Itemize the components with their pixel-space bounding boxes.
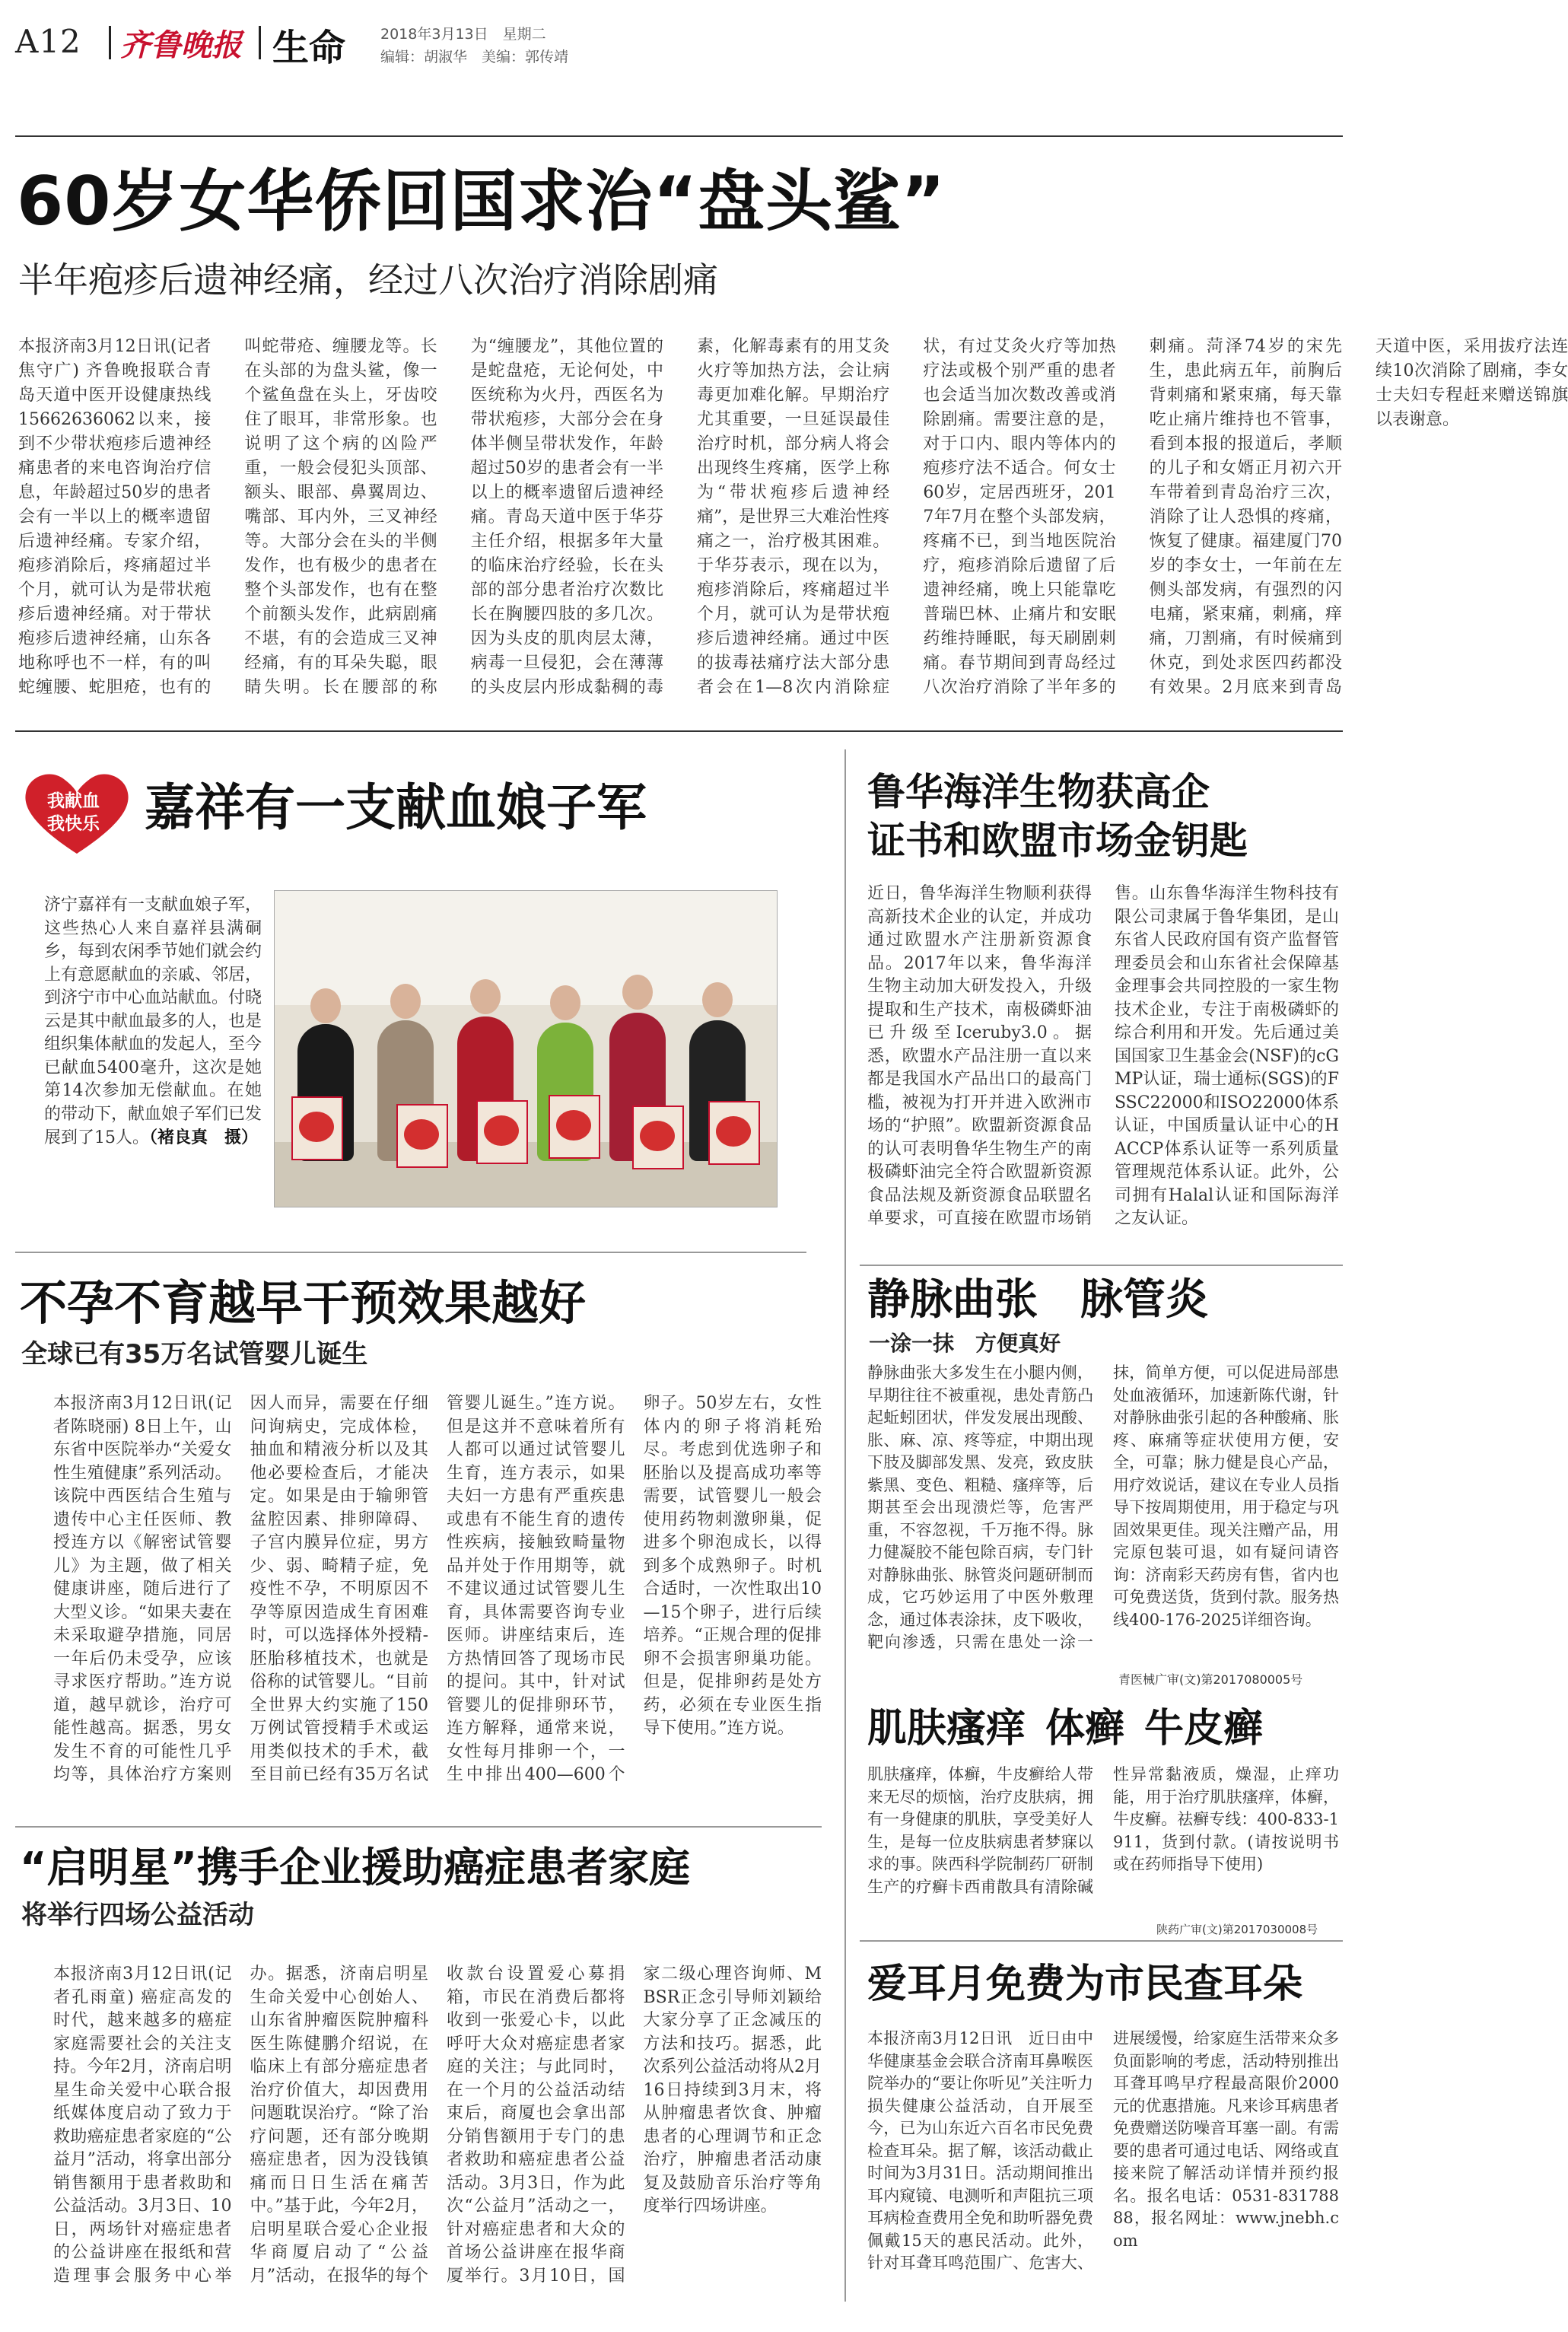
skin-ad-approval-no: 陕药广审(文)第2017030008号	[1156, 1923, 1318, 1936]
qiming-headline: “启明星”携手企业援助癌症患者家庭	[20, 1844, 690, 1891]
infertility-subhead: 全球已有35万名试管婴儿诞生	[21, 1339, 368, 1370]
person-head	[550, 985, 580, 1020]
infertility-headline: 不孕不育越早干预效果越好	[20, 1275, 587, 1331]
vein-ad-approval-no: 青医械广审(文)第2017080005号	[1118, 1672, 1303, 1687]
masthead-divider	[259, 26, 261, 59]
section-rule	[860, 1940, 1343, 1942]
ear-article-body: 本报济南3月12日讯 近日由中华健康基金会联合济南耳鼻喉医院举办的“要让你听见”关注听力损失健康公益活动，自开展至今，已为山东近六百名市民免费检查耳朵。据了解，该活动截止时间为3月31日。活动期间推出耳内窥镜、电测听和声阻抗三项耳病检查费用全免和助听器免费佩戴15天的惠民活动。此外，针对耳聋耳鸣范围广、危害大、进展缓慢，给家庭生活带来众多负面影响的考虑，活动特别推出耳聋耳鸣早疗程最高限价2000元的优惠措施。凡来诊耳病患者免费赠送防噪音耳塞一副。有需要的患者可通过电话、网络或直接来院了解活动详情并预约报名。报名电话：0531-83178888，报名网址：www.jnebh.com	[867, 2029, 1339, 2272]
blood-body-text: 济宁嘉祥有一支献血娘子军，这些热心人来自嘉祥县满硐乡，每到农闲季节她们就会约上有意愿献血的亲戚、邻居，到济宁市中心血站献血。付晓云是其中献血最多的人，也是组织集体献血的发起人，至今已献血5400毫升，这次是她第14次参加无偿献血。在她的带动下，献血娘子军们已发展到了15人。	[44, 896, 262, 1147]
ear-headline: 爱耳月免费为市民查耳朵	[867, 1961, 1303, 2007]
luhua-headline-line1: 鲁华海洋生物获高企	[867, 770, 1210, 814]
blood-article-body	[44, 894, 262, 1221]
gift-bag	[396, 1104, 448, 1168]
person-head	[470, 979, 501, 1014]
gift-bag	[632, 1106, 684, 1169]
gift-bag	[708, 1101, 760, 1165]
newspaper-logo: 齐鲁晚报	[120, 27, 242, 63]
vein-headline-part2: 脉管炎	[1080, 1275, 1208, 1325]
issue-date: 2018年3月13日 星期二	[380, 26, 546, 43]
gift-bag	[291, 1096, 343, 1160]
lead-article-body: 本报济南3月12日讯(记者焦守广) 齐鲁晚报联合青岛天道中医开设健康热线15662636062以来，接到不少带状疱疹后遗神经痛患者的来电咨询治疗信息，年龄超过50岁的患者会有一半以上的概率遗留后遗神经痛。专家介绍，疱疹消除后，疼痛超过半个月，就可认为是带状疱疹后遗神经痛。对于带状疱疹后遗神经痛，山东各地称呼也不一样，有的叫蛇缠腰、蛇胆疮，也有的叫蛇带疮、缠腰龙等。长在头部的为盘头鲨，像一个鲨鱼盘在头上，牙齿咬住了眼耳，非常形象。也说明了这个病的凶险严重，一般会侵犯头顶部、额头、眼部、鼻翼周边、嘴部、耳内外，三叉神经等。大部分会在头的半侧发作，也有极少的患者在整个头部发作，也有在整个前额头发作，此病剧痛不堪，有的会造成三叉神经痛，有的耳朵失聪，眼睛失明。长在腰部的称为“缠腰龙”，其他位置的是蛇盘疮，无论何处，中医统称为火丹，西医名为带状疱疹，大部分会在身体半侧呈带状发作，年龄超过50岁的患者会有一半以上的概率遗留后遗神经痛。青岛天道中医于华芬主任介绍，根据多年大量的临床治疗经验，长在头部的部分患者治疗次数比长在胸腰四肢的多几次。因为头皮的肌肉层太薄，病毒一旦侵犯，会在薄薄的头皮层内形成黏稠的毒素，化解毒素有的用艾灸火疗等加热方法，会让病毒更加难化解。早期治疗尤其重要，一旦延误最佳治疗时机，部分病人将会出现终生疼痛，医学上称为“带状疱疹后遗神经痛”，是世界三大难治性疼痛之一，治疗极其困难。于华芬表示，现在以为，疱疹消除后，疼痛超过半个月，就可认为是带状疱疹后遗神经痛。通过中医的拔毒祛痛疗法大部分患者会在1—8次内消除症状，有过艾灸火疗等加热疗法或极个别严重的患者也会适当加次数改善或消除剧痛。需要注意的是，对于口内、眼内等体内的疱疹疗法不适合。何女士60岁，定居西班牙，2017年7月在整个头部发病，疼痛不已，到当地医院治疗，疱疹消除后遗留了后遗神经痛，晚上只能靠吃普瑞巴林、止痛片和安眠药维持睡眠，每天刷剧刺痛。春节期间到青岛经过八次治疗消除了半年多的刺痛。菏泽74岁的宋先生，患此病五年，前胸后背刺痛和紧束痛，每天靠吃止痛片维持也不管事，看到本报的报道后，孝顺的儿子和女婿正月初六开车带着到青岛治疗三次，消除了让人恐惧的疼痛，恢复了健康。福建厦门70岁的李女士，一年前在左侧头部发病，有强烈的闪电痛，紧束痛，刺痛，痒痛，刀割痛，有时候痛到休克，到处求医四药都没有效果。2月底来到青岛天道中医，采用拔疗法连续10次消除了剧痛，李女士夫妇专程赶来赠送锦旗以表谢意。	[18, 337, 1568, 697]
column-divider	[844, 749, 846, 2302]
badge-line-2: 我快乐	[47, 814, 100, 834]
vein-headline	[867, 1274, 1208, 1326]
person-head	[702, 982, 733, 1017]
photo-wall	[275, 891, 777, 1005]
blood-donors-photo	[274, 890, 778, 1207]
badge-line-1: 我献血	[47, 791, 100, 811]
editor-credits: 编辑：胡淑华 美编：郭传靖	[380, 49, 569, 65]
gift-bag	[549, 1095, 600, 1159]
skin-headline-part1: 肌肤瘙痒	[867, 1706, 1026, 1751]
vein-headline-part1: 静脉曲张	[867, 1275, 1038, 1325]
section-title: 生命	[272, 27, 346, 69]
qiming-article-body: 本报济南3月12日讯(记者孔雨童) 癌症高发的时代，越来越多的癌症家庭需要社会的关注支持。今年2月，济南启明星生命关爱中心联合报纸媒体度启动了致力于救助癌症患者家庭的“公益月”活动，将拿出部分销售额用于患者救助和公益活动。3月3日、10日，两场针对癌症患者的公益讲座在报纸和营造理事会服务中心举办。据悉，济南启明星生命关爱中心创始人、山东省肿瘤医院肿瘤科医生陈健鹏介绍说，在临床上有部分癌症患者治疗价值大，却因费用问题耽误治疗。“除了治疗问题，还有部分晚期癌症患者，因为没钱镇痛而日日生活在痛苦中。”基于此，今年2月，启明星联合爱心企业报华商厦启动了“公益月”活动，在报华的每个收款台设置爱心募捐箱，市民在消费后都将收到一张爱心卡，以此呼吁大众对癌症患者家庭的关注；与此同时，在一个月的公益活动结束后，商厦也会拿出部分销售额用于专门的患者救助和癌症患者公益活动。3月3日，作为此次“公益月”活动之一，针对癌症患者和大众的首场公益讲座在报华商厦举行。3月10日，国家二级心理咨询师、MBSR正念引导师刘颖给大家分享了正念减压的方法和技巧。据悉，此次系列公益活动将从2月16日持续到3月末，将从肿瘤患者饮食、肿瘤患者的心理调节和正念治疗，肿瘤患者活动康复及鼓励音乐治疗等角度举行四场讲座。	[53, 1965, 822, 2286]
lead-headline: 60岁女华侨回国求治“盘头鲨”	[17, 162, 946, 240]
section-rule	[860, 1265, 1343, 1266]
skin-headline-part3: 牛皮癣	[1144, 1706, 1264, 1751]
person-head	[622, 975, 653, 1010]
blood-donation-badge	[20, 768, 134, 860]
person-head	[390, 984, 421, 1019]
vein-ad-body: 静脉曲张大多发生在小腿内侧，早期往往不被重视，患处青筋凸起蚯蚓团状，伴发发展出现酸、胀、麻、凉、疼等症，中期出现下肢及脚部发黑、发亮，致皮肤紫黑、变色、粗糙、瘙痒等，后期甚至会出现溃烂等，危害严重，不容忽视，千万拖不得。脉力健凝胶不能包除百病，专门针对静脉曲张、脉管炎问题研制而成，它巧妙运用了中医外敷理念，通过体表涂抹，皮下吸收，靶向渗透，只需在患处一涂一抹，简单方便，可以促进局部患处血液循环，加速新陈代谢，针对静脉曲张引起的各种酸痛、胀疼、麻痛等症状使用方便，安全，可靠；脉力健是良心产品，用疗效说话，建议在专业人员指导下按周期使用，用于稳定与巩固效果更佳。现关注赠产品，用完原包装可退，如有疑问请咨询：济南彩天药房有售，省内也可免费送货，货到付款。服务热线400-176-2025详细咨询。	[867, 1363, 1339, 1651]
photo-credit: （褚良真 摄）	[149, 1128, 259, 1147]
lead-subhead: 半年疱疹后遗神经痛，经过八次治疗消除剧痛	[18, 259, 718, 301]
skin-headline-part2: 体癣	[1045, 1706, 1125, 1751]
masthead-rule	[15, 135, 1343, 137]
qiming-subhead: 将举行四场公益活动	[21, 1900, 254, 1930]
masthead-divider	[109, 26, 111, 59]
page-number: A12	[15, 23, 81, 60]
infertility-article-body: 本报济南3月12日讯(记者陈晓丽) 8日上午，山东省中医院举办“关爱女性生殖健康”系列活动。该院中西医结合生殖与遗传中心主任医师、教授连方以《解密试管婴儿》为主题，做了相关健康讲座，随后进行了大型义诊。“如果夫妻在未采取避孕措施，同居一年后仍未受孕，应该寻求医疗帮助。”连方说道，越早就诊，治疗可能性越高。据悉，男女发生不育的可能性几乎均等，具体治疗方案则因人而异，需要在仔细问询病史，完成体检，抽血和精液分析以及其他必要检查后，才能决定。如果是由于输卵管盆腔因素、排卵障碍、子宫内膜异位症，男方少、弱、畸精子症，免疫性不孕，不明原因不孕等原因造成生育困难时，可以选择体外授精-胚胎移植技术，也就是俗称的试管婴儿。“目前全世界大约实施了150万例试管授精手术或运用类似技术的手术，截至目前已经有35万名试管婴儿诞生。”连方说。但是这并不意味着所有人都可以通过试管婴儿生育，连方表示，如果夫妇一方患有严重疾患或患有不能生育的遗传性疾病，接触致畸量物品并处于作用期等，就不建议通过试管婴儿生育，具体需要咨询专业医师。讲座结束后，连方热情回答了现场市民的提问。其中，针对试管婴儿的促排卵环节，连方解释，通常来说，女性每月排卵一个，一生中排出400—600个卵子。50岁左右，女性体内的卵子将消耗殆尽。考虑到优选卵子和胚胎以及提高成功率等需要，试管婴儿一般会使用药物刺激卵巢，促进多个卵泡成长，以得到多个成熟卵子。时机合适时，一次性取出10—15个卵子，进行后续培养。“正规合理的促排卵不会损害卵巢功能。但是，促排卵药是处方药，必须在专业医生指导下使用。”连方说。	[53, 1394, 822, 1784]
luhua-headline-line2: 证书和欧盟市场金钥匙	[867, 819, 1248, 863]
person-head	[310, 988, 341, 1023]
section-rule	[15, 1826, 822, 1828]
vein-subhead: 一涂一抹 方便真好	[869, 1331, 1061, 1356]
section-rule	[15, 730, 1343, 732]
section-rule	[15, 1252, 806, 1253]
blood-headline: 嘉祥有一支献血娘子军	[145, 778, 647, 837]
skin-ad-body: 肌肤瘙痒，体癣，牛皮癣给人带来无尽的烦恼，治疗皮肤病，拥有一身健康的肌肤，享受美好人生，是每一位皮肤病患者梦寐以求的事。陕西科学院制药厂研制生产的疗癣卡西甫散具有清除碱性异常黏液质，燥湿，止痒功能，用于治疗肌肤瘙痒，体癣，牛皮癣。祛癣专线：400-833-1911，货到付款。(请按说明书或在药师指导下使用)	[867, 1765, 1339, 1896]
skin-headline	[867, 1704, 1263, 1753]
gift-bag	[476, 1100, 528, 1164]
luhua-article-body: 近日，鲁华海洋生物顺利获得高新技术企业的认定，并成功通过欧盟水产注册新资源食品。2017年以来，鲁华海洋生物主动加大研发投入，升级提取和生产技术，南极磷虾油已升级至Iceruby3.0。据悉，欧盟水产品注册一直以来都是我国水产品出口的最高门槛，被视为打开并进入欧洲市场的“护照”。欧盟新资源食品的认可表明鲁华生物生产的南极磷虾油完全符合欧盟新资源食品法规及新资源食品联盟名单要求，可直接在欧盟市场销售。山东鲁华海洋生物科技有限公司隶属于鲁华集团，是山东省人民政府国有资产监督管理委员会和山东省社会保障基金理事会共同控股的一家生物技术企业，专注于南极磷虾的综合利用和开发。先后通过美国国家卫生基金会(NSF)的cGMP认证，瑞士通标(SGS)的FSSC22000和ISO22000体系认证，中国质量认证中心的HACCP体系认证等一系列质量管理规范体系认证。此外，公司拥有Halal认证和国际海洋之友认证。	[867, 884, 1339, 1228]
